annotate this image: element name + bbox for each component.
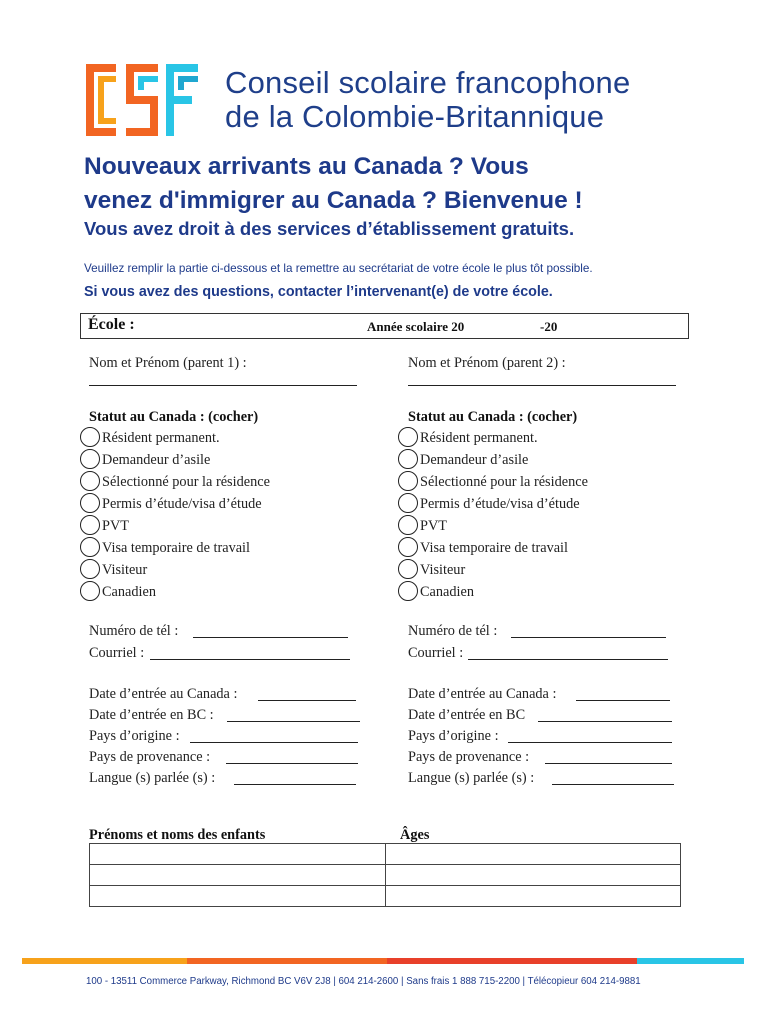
parent1-status-radio[interactable] xyxy=(80,449,100,469)
footer-color-bar xyxy=(22,958,744,964)
parent2-language-field[interactable] xyxy=(552,784,674,785)
parent1-status-radio[interactable] xyxy=(80,471,100,491)
parent2-status-title: Statut au Canada : (cocher) xyxy=(408,409,578,425)
table-row xyxy=(90,865,681,886)
parent2-tel-field[interactable] xyxy=(511,637,666,638)
children-table xyxy=(89,843,681,907)
parent2-status-option-label: Canadien xyxy=(420,584,474,600)
school-label: École : xyxy=(88,316,135,333)
parent2-name-field[interactable] xyxy=(408,385,676,386)
parent1-origin-label: Pays d’origine : xyxy=(89,728,180,744)
subtitle: Vous avez droit à des services d’établissement gratuits. xyxy=(84,218,575,239)
school-year-separator: -20 xyxy=(540,319,558,334)
parent2-date-bc-label: Date d’entrée en BC xyxy=(408,707,526,723)
parent1-status-radio[interactable] xyxy=(80,581,100,601)
parent2-status-radio[interactable] xyxy=(398,581,418,601)
org-name-line1: Conseil scolaire francophone xyxy=(225,65,631,100)
instruction-text: Veuillez remplir la partie ci-dessous et la remettre au secrétariat de votre école le plus tôt possible. xyxy=(84,262,593,275)
parent2-name-label: Nom et Prénom (parent 2) : xyxy=(408,355,566,371)
parent2-date-canada-label: Date d’entrée au Canada : xyxy=(408,686,557,702)
child-age-cell[interactable] xyxy=(386,865,681,886)
parent1-status-radio[interactable] xyxy=(80,515,100,535)
parent1-status-radio[interactable] xyxy=(80,427,100,447)
footer-bar-segment xyxy=(187,958,387,964)
parent2-status-radio[interactable] xyxy=(398,471,418,491)
child-name-cell[interactable] xyxy=(90,844,386,865)
parent2-status-option-label: Visa temporaire de travail xyxy=(420,540,569,556)
parent1-date-bc-label: Date d’entrée en BC : xyxy=(89,707,214,723)
parent1-provenance-label: Pays de provenance : xyxy=(89,749,211,765)
parent1-status-radio[interactable] xyxy=(80,537,100,557)
parent1-language-label: Langue (s) parlée (s) : xyxy=(89,770,216,786)
title-line2: venez d'immigrer au Canada ? Bienvenue ! xyxy=(84,187,583,214)
parent1-provenance-field[interactable] xyxy=(226,763,358,764)
parent2-status-radio[interactable] xyxy=(398,537,418,557)
parent1-status-option-label: Résident permanent. xyxy=(102,430,220,446)
table-row xyxy=(90,844,681,865)
parent1-status-option-label: PVT xyxy=(102,518,130,534)
parent2-status-radio[interactable] xyxy=(398,559,418,579)
parent1-status-option-label: Visiteur xyxy=(102,562,148,578)
parent2-status-option-label: Sélectionné pour la résidence xyxy=(420,474,588,490)
parent2-provenance-label: Pays de provenance : xyxy=(408,749,530,765)
parent2-date-canada-field[interactable] xyxy=(576,700,670,701)
parent2-origin-field[interactable] xyxy=(508,742,672,743)
children-ages-header: Âges xyxy=(400,827,430,843)
page-title xyxy=(84,150,724,218)
parent1-name-field[interactable] xyxy=(89,385,357,386)
questions-text: Si vous avez des questions, contacter l’intervenant(e) de votre école. xyxy=(84,284,553,300)
organization-name xyxy=(225,66,630,134)
parent1-tel-field[interactable] xyxy=(193,637,348,638)
parent1-status-radio[interactable] xyxy=(80,493,100,513)
parent2-status-radio[interactable] xyxy=(398,449,418,469)
parent2-status-radio[interactable] xyxy=(398,515,418,535)
parent1-status-option-label: Sélectionné pour la résidence xyxy=(102,474,270,490)
children-names-header: Prénoms et noms des enfants xyxy=(89,827,266,843)
parent1-status-option-label: Visa temporaire de travail xyxy=(102,540,251,556)
org-name-line2: de la Colombie-Britannique xyxy=(225,99,605,134)
parent1-date-canada-label: Date d’entrée au Canada : xyxy=(89,686,238,702)
table-row xyxy=(90,886,681,907)
csf-logo xyxy=(84,62,200,138)
parent1-language-field[interactable] xyxy=(234,784,356,785)
parent2-status-option-label: Visiteur xyxy=(420,562,466,578)
parent1-tel-label: Numéro de tél : xyxy=(89,623,179,639)
parent1-date-bc-field[interactable] xyxy=(227,721,360,722)
parent2-email-field[interactable] xyxy=(468,659,668,660)
school-year-label: Année scolaire 20 xyxy=(367,319,465,334)
parent1-status-radio[interactable] xyxy=(80,559,100,579)
footer-bar-segment xyxy=(387,958,637,964)
parent2-status-radio[interactable] xyxy=(398,427,418,447)
parent1-email-field[interactable] xyxy=(150,659,350,660)
parent2-date-bc-field[interactable] xyxy=(538,721,672,722)
parent1-status-option-label: Demandeur d’asile xyxy=(102,452,211,468)
parent2-email-label: Courriel : xyxy=(408,645,464,661)
parent2-status-option-label: Permis d’étude/visa d’étude xyxy=(420,496,580,512)
footer-bar-segment xyxy=(637,958,744,964)
parent2-status-option-label: PVT xyxy=(420,518,448,534)
parent2-tel-label: Numéro de tél : xyxy=(408,623,498,639)
parent1-origin-field[interactable] xyxy=(190,742,358,743)
parent1-name-label: Nom et Prénom (parent 1) : xyxy=(89,355,247,371)
parent1-email-label: Courriel : xyxy=(89,645,145,661)
child-age-cell[interactable] xyxy=(386,844,681,865)
parent2-origin-label: Pays d’origine : xyxy=(408,728,499,744)
parent1-date-canada-field[interactable] xyxy=(258,700,356,701)
child-name-cell[interactable] xyxy=(90,865,386,886)
child-age-cell[interactable] xyxy=(386,886,681,907)
parent1-status-option-label: Permis d’étude/visa d’étude xyxy=(102,496,262,512)
parent1-status-title: Statut au Canada : (cocher) xyxy=(89,409,259,425)
child-name-cell[interactable] xyxy=(90,886,386,907)
parent2-status-option-label: Résident permanent. xyxy=(420,430,538,446)
title-line1: Nouveaux arrivants au Canada ? Vous xyxy=(84,153,529,180)
parent2-provenance-field[interactable] xyxy=(545,763,672,764)
parent2-language-label: Langue (s) parlée (s) : xyxy=(408,770,535,786)
parent2-status-option-label: Demandeur d’asile xyxy=(420,452,529,468)
parent1-status-option-label: Canadien xyxy=(102,584,156,600)
footer-address: 100 - 13511 Commerce Parkway, Richmond BC V6V 2J8 | 604 214-2600 | Sans frais 1 888 715-2200 | Télécopieur 604 214-9881 xyxy=(86,976,641,987)
footer-bar-segment xyxy=(22,958,187,964)
parent2-status-radio[interactable] xyxy=(398,493,418,513)
